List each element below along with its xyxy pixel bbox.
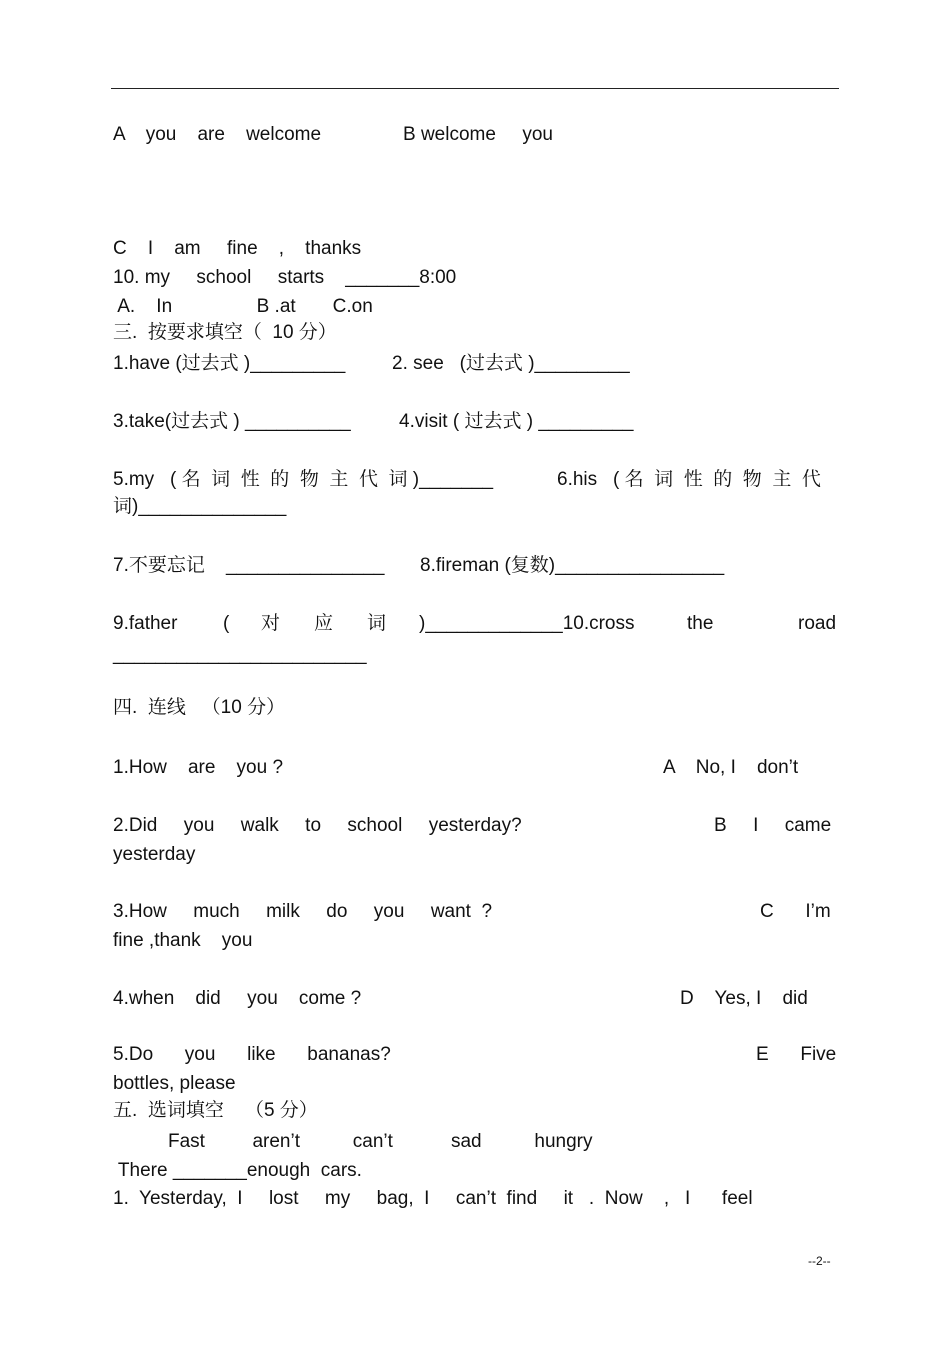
s4-q2-cont: yesterday <box>113 844 196 865</box>
s3-item-1: 1.have (过去式 )_________ <box>113 353 346 374</box>
s4-q5: 5.Do you like bananas? <box>113 1044 391 1065</box>
q10-stem: 10. my school starts _______8:00 <box>113 267 457 288</box>
section3-title: 三. 按要求填空（ 10 分） <box>113 322 337 343</box>
s4-a2: B I came <box>714 815 832 836</box>
s3-item-9-paren: ( <box>223 613 230 634</box>
s3-item-8: 8.fireman (复数)________________ <box>420 555 725 576</box>
s4-q2: 2.Did you walk to school yesterday? <box>113 815 522 836</box>
s5-q1: 1. Yesterday, I lost my bag, I can’t find it . Now , I feel <box>113 1188 753 1209</box>
s4-q4: 4.when did you come ? <box>113 988 362 1009</box>
q9-option-b: B welcome you <box>403 124 553 145</box>
s4-q5-cont: bottles, please <box>113 1073 236 1094</box>
s3-item-10-the: the <box>687 613 714 634</box>
s3-item-9-char2: 应 <box>314 613 334 634</box>
section5-title: 五. 选词填空 （5 分） <box>113 1100 318 1121</box>
s3-item-10-road: road <box>798 613 837 634</box>
s4-q1: 1.How are you ? <box>113 757 284 778</box>
q9-option-a: A you are welcome <box>113 124 322 145</box>
q10-options: A. In B .at C.on <box>113 296 373 317</box>
s5-word-bank: Fast aren’t can’t sad hungry <box>168 1131 593 1152</box>
s3-item-4: 4.visit ( 过去式 ) _________ <box>399 411 634 432</box>
s4-a4: D Yes, I did <box>680 988 808 1009</box>
s3-item-5: 5.my ( 名 词 性 的 物 主 代 词 )_______ <box>113 469 494 490</box>
s4-a3: C I’m <box>760 901 831 922</box>
page-number: --2-- <box>808 1254 831 1268</box>
header-rule <box>111 88 839 89</box>
s3-item-6-cont: 词)______________ <box>113 496 287 517</box>
s4-a1: A No, I don’t <box>663 757 799 778</box>
s3-item-6: 6.his ( 名 词 性 的 物 主 代 <box>557 469 821 490</box>
s4-a5: E Five <box>756 1044 837 1065</box>
s4-q3: 3.How much milk do you want ? <box>113 901 493 922</box>
q9-option-c: C I am fine , thanks <box>113 238 362 259</box>
s3-item-9-char1: 对 <box>261 613 281 634</box>
s3-item-2: 2. see (过去式 )_________ <box>392 353 630 374</box>
s3-item-10-line: ________________________ <box>113 644 367 665</box>
s3-item-3: 3.take(过去式 ) __________ <box>113 411 351 432</box>
s3-item-9-10: )_____________10.cross <box>419 613 635 634</box>
s3-item-7: 7.不要忘记 _______________ <box>113 555 385 576</box>
s4-q3-cont: fine ,thank you <box>113 930 253 951</box>
s5-example: There _______enough cars. <box>113 1160 362 1181</box>
section4-title: 四. 连线 （10 分） <box>113 697 286 718</box>
s3-item-9-word: 9.father <box>113 613 178 634</box>
s3-item-9-char3: 词 <box>367 613 387 634</box>
